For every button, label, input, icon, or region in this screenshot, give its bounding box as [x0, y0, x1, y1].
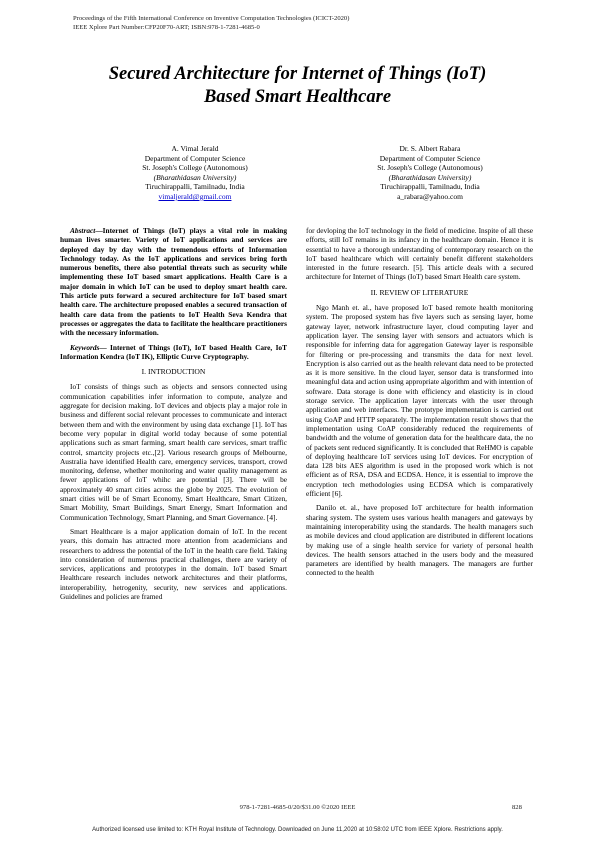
section-heading-review: II. REVIEW OF LITERATURE: [370, 287, 469, 297]
right-column: [306, 226, 533, 583]
conference-header: [73, 15, 349, 32]
keywords: [60, 343, 287, 362]
author-college: St. Joseph's College (Autonomous): [377, 163, 483, 173]
left-column: [60, 226, 287, 606]
review-paragraph: Danilo et. al., have proposed IoT architecture for health information sharing system. The system uses various health managers and gateways by maintaining interoperability using the standards. The health managers such as mobile devices and cloud application are distributed in different locations by making use of a single health service for variety of personal health devices. The health sensors attached in the users body and the measured parameters are identified by health managers. The managers are further connected to the health: [306, 503, 533, 578]
intro-paragraph: Smart Healthcare is a major application domain of IoT. In the recent years, this domain has attracted more attention from academicians and researchers to address the potential of the IoT in the health care field. Taking into consideration of numerous practical challenges, there are variety of services, applications and prototypes in the domain. IoT based Smart Healthcare research includes network architectures and their platforms, interoperability, hetrogenity, security, new services and applications. Guidelines and policies are framed: [60, 526, 287, 601]
intro-paragraph: IoT consists of things such as objects and sensors connected using communication capabilities infer information to compute, analyze and aggregate for decision making. IoT devices and objects play a major role in business and different social relevant processes to communicate and interact between them and with the environment by using data exchange [1]. IoT has become very popular in digital world today because of some potential applications such as smart farming, smart health care services, smart traffic control, smartcity projects etc.,[2]. Various research groups of Melbourne, Australia have identified Health care, emergency services, transport, crowd monitoring, defense, whether monitoring and water quality management as fewer applications of IoT whihc are potential [3]. There will be approximately 40 smart cities across the globe by 2025. The evolution of smart cities will be of Smart Economy, Smart Healthcare, Smart Citizen, Smart Mobility, Smart Buildings, Smart Energy, Smart Information and Communication Technology, Smart Planning, and Smart Governance. [4].: [60, 382, 287, 522]
conference-line-1: Proceedings of the Fifth International Conference on Inventive Computation Technologies (ICICT-2020): [73, 15, 350, 22]
abstract: [60, 226, 287, 338]
author-college: St. Joseph's College (Autonomous): [142, 163, 248, 173]
keywords-text: Internet of Things (IoT), IoT based Health Care, IoT Information Kendra (IoT IK), Elliptic Curve Cryptography.: [60, 342, 287, 361]
author-email: a_rabara@yahoo.com: [397, 191, 463, 201]
title-line-2: Based Smart Healthcare: [203, 87, 392, 107]
author-university: (Bharathidasan University): [388, 172, 472, 182]
author-city: Tiruchirappalli, Tamilnadu, India: [380, 182, 480, 192]
author-block-2: [335, 144, 525, 202]
author-dept: Department of Computer Science: [144, 153, 246, 163]
author-university: (Bharathidasan University): [153, 172, 237, 182]
intro-paragraph-continued: for devloping the IoT technology in the field of medicine. Inspite of all these efforts, still IoT remains in its infancy in the healthcare domain. Hence it is essential to have a thorough understanding of contemporary research on the IoT based healthcare which will certainly benefit different stakeholders interested in the future research. [5]. This article deals with a secured architecture for Internet of Things (IoT) based Smart Health care system.: [306, 226, 533, 282]
abstract-text: —Internet of Things (IoT) plays a vital role in making human lives smarter. Variety of IoT applications and services are deployed day by day with the tremendous efforts of Information Technology today. As the IoT applications and services bring forth numerous benefits, there also potential threats such as security while implementing these IoT based smart applications. Health Care is a major domain in which IoT can be used to deploy smart health care. This article puts forward a secured architecture for IoT based smart health care. The architecture proposed enables a secured transaction of health care data from the patients to IoT Health Seva Kendra that processes or aggregates the data to facilitate the healthcare practitioners with the necessary information.: [60, 226, 287, 338]
author-name: A. Vimal Jerald: [171, 144, 219, 153]
abstract-lead: Abstract: [70, 226, 96, 235]
title-line-1: Secured Architecture for Internet of Things (IoT): [108, 64, 487, 84]
author-dept: Department of Computer Science: [379, 153, 481, 163]
conference-line-2: IEEE Xplore Part Number:CFP20F70-ART; ISBN:978-1-7281-4685-0: [73, 23, 260, 31]
footer-isbn: 978-1-7281-4685-0/20/$31.00 ©2020 IEEE: [239, 804, 356, 811]
author-email-link[interactable]: vimaljerald@gmail.com: [158, 191, 232, 201]
page-number: 828: [512, 804, 522, 811]
keywords-lead: Keywords—: [70, 342, 107, 352]
author-city: Tiruchirappalli, Tamilnadu, India: [145, 182, 245, 192]
review-paragraph: Ngo Manh et. al., have proposed IoT based remote health monitoring system. The proposed system has five layers such as sensing layer, home gateway layer, network infrastructure layer, cloud computing layer and application layer. The sensing layer with sensors and actuators which is responsible for inferring data for aggregation Gateway layer is responsible for filtering or pre-processing and transmits the data for next level. Encryption is also carried out as the health relevant data need to be protected as it is more sensitive. In the cloud layer, sensor data is transformed into meaningful data and action using appropriate algorithm and with intention of software. Data storage is done with efficiency and elasticity is in cloud storage service. The application layer intercats with the user through application and web interfaces. The prototype implementation is carried out using CoAP and HTTP separately. The implementation result shows that the implementation using CoAP considerably reduced the requirements of bandwidth and the volume of generation data for the healthcare data, the no of packets sent reduced significantly. It is concluded that ReHMO is capable of deploying healthcare IoT services using IoT devices. For encryption of data 128 bits AES algorithm is used in the proposed work which is not efficient as of RSA, DSA and ECDSA. Hence, it is essential to improve the encryption tech methodologies using ECDSA which is comparatively efficient [6].: [306, 303, 533, 499]
author-block-1: [100, 144, 290, 202]
section-heading-introduction: I. INTRODUCTION: [141, 367, 206, 377]
paper-title: [40, 63, 555, 109]
license-notice: Authorized licensed use limited to: KTH Royal Institute of Technology. Downloaded on June 11,2020 at 10:58:02 UTC from IEEE Xplore. Restrictions apply.: [92, 827, 503, 833]
author-name: Dr. S. Albert Rabara: [399, 144, 461, 153]
